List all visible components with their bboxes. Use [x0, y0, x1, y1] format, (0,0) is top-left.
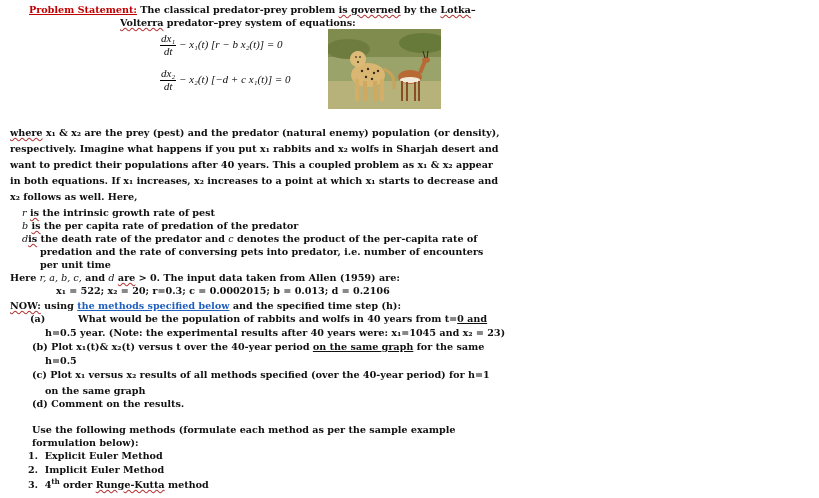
problem-statement-label: Problem Statement:	[29, 5, 137, 16]
problem-title-line2: Volterra predator–prey system of equations:	[120, 18, 356, 29]
paragraph-line-5: x₂ follows as well. Here,	[10, 192, 138, 203]
methods-link[interactable]: the methods specified below	[77, 301, 230, 312]
now-line: NOW: using the methods specified below and the specified time step (h):	[10, 301, 402, 312]
equation-2: $\frac{\text{dx₂}}{dt}$ − x₂(t) [−d + c x₁(t)] = 0	[161, 68, 291, 93]
problem-title: Problem Statement: The classical predator-prey problem is governed by the Lotka–	[29, 5, 476, 16]
question-a-label: (a)	[30, 314, 46, 325]
paragraph-line-1: where x₁ & x₂ are the prey (pest) and the predator (natural enemy) population (or density),	[10, 128, 500, 139]
definition-d: dis the death rate of the predator and c denotes the product of the per-capita rate of	[22, 234, 478, 245]
definition-b: b is the per capita rate of predation of the predator	[22, 221, 299, 232]
params-values: x₁ = 522; x₂ = 20; r=0.3; c = 0.0002015; b = 0.013; d = 0.2106	[56, 286, 390, 297]
question-a-line2: h=0.5 year. (Note: the experimental results after 40 years were: x₁=1045 and x₂ = 23)	[45, 328, 506, 339]
question-c-line1: (c) Plot x₁ versus x₂ results of all methods specified (over the 40-year period) for h=1	[32, 370, 490, 381]
equation-1: $\frac{\text{dx₁}}{dt}$ − x₁(t) [r − b x₂(t)] = 0	[161, 33, 283, 58]
cheetah-and-gazelle-icon	[328, 29, 441, 109]
paragraph-line-2: respectively. Imagine what happens if you put x₁ rabbits and x₂ wolfs in Sharjah desert and	[10, 144, 499, 155]
method-item: 1. Explicit Euler Method	[28, 451, 163, 462]
question-c-line2: on the same graph	[45, 386, 146, 397]
definition-d-line3: per unit time	[40, 260, 111, 271]
question-b-line2: h=0.5	[45, 356, 77, 367]
method-item: 2. Implicit Euler Method	[28, 465, 165, 476]
definition-r: r is the intrinsic growth rate of pest	[22, 208, 215, 219]
question-a-line1: What would be the population of rabbits and wolfs in 40 years from t=0 and	[78, 314, 488, 325]
methods-intro-2: formulation below):	[32, 438, 139, 449]
methods-intro-1: Use the following methods (formulate each method as per the sample example	[32, 425, 456, 436]
question-b-line1: (b) Plot x₁(t)& x₂(t) versus t over the 40-year period on the same graph for the same	[32, 342, 485, 353]
method-item: 3. 4th order Runge-Kutta method	[28, 476, 209, 491]
photo-svg	[328, 29, 441, 109]
paragraph-line-3: want to predict their populations after 40 years. This a coupled problem as x₁ & x₂ appear	[10, 160, 493, 171]
paragraph-line-4: in both equations. If x₁ increases, x₂ increases to a point at which x₁ starts to decrease and	[10, 176, 499, 187]
question-d: (d) Comment on the results.	[32, 399, 185, 410]
params-intro: Here r, a, b, c, and d are > 0. The input data taken from Allen (1959) are:	[10, 273, 400, 284]
definition-d-line2: predation and the rate of conversing pets into predator, i.e. number of encounters	[40, 247, 484, 258]
